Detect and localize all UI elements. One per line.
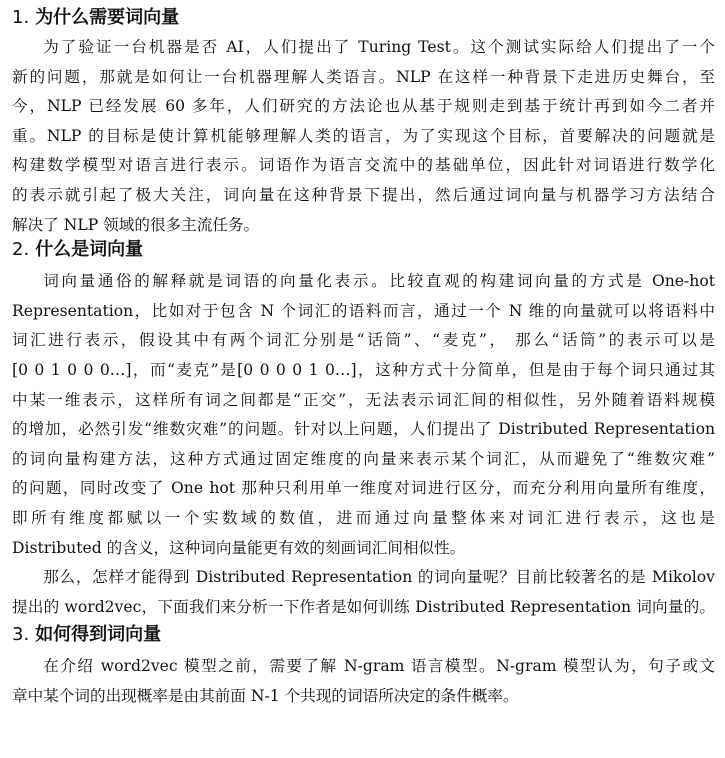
text-line: 即所有维度都赋以一个实数域的数值，进而通过向量整体来对词汇进行表示，这也是 bbox=[12, 508, 715, 527]
text-line: 在介绍 word2vec 模型之前，需要了解 N-gram 语言模型。N-gram 模型认为，句子或文 bbox=[43, 657, 715, 676]
section-3-number: 3. bbox=[12, 624, 30, 646]
text-line: 的问题，同时改变了 One hot 那种只利用单一维度对词进行区分，而充分利用向量所有维度， bbox=[12, 479, 715, 498]
text-line: 词汇进行表示，假设其中有两个词汇分别是“话筒”、“麦克”， 那么“话筒”的表示可以是 bbox=[12, 331, 715, 350]
text-line: 章中某个词的出现概率是由其前面 N-1 个共现的词语所决定的条件概率。 bbox=[12, 686, 519, 705]
text-line: 解决了 NLP 领域的很多主流任务。 bbox=[12, 215, 260, 234]
text-line: 重。NLP 的目标是使计算机能够理解人类的语言，为了实现这个目标，首要解决的问题就是 bbox=[12, 126, 715, 145]
section-2-paragraph-1 bbox=[12, 267, 715, 563]
text-line: 今，NLP 已经发展 60 多年，人们研究的方法论也从基于规则走到基于统计再到如今二者并 bbox=[12, 97, 715, 116]
text-line: 的表示就引起了极大关注，词向量在这种背景下提出，然后通过词向量与机器学习方法结合 bbox=[12, 185, 715, 204]
text-line: 那么，怎样才能得到 Distributed Representation 的词向量呢？目前比较著名的是 Mikolov bbox=[43, 568, 715, 587]
text-line: Distributed 的含义，这种词向量能更有效的刻画词汇间相似性。 bbox=[12, 538, 466, 557]
section-2-title: 什么是词向量 bbox=[35, 239, 144, 261]
text-line: 提出的 word2vec，下面我们来分析一下作者是如何训练 Distributed Representation 词向量的。 bbox=[12, 597, 715, 616]
section-1-number: 1. bbox=[12, 7, 30, 28]
text-line: 新的问题，那就是如何让一台机器理解人类语言。NLP 在这样一种背景下走进历史舞台，至 bbox=[12, 67, 715, 86]
text-line: [0 0 1 0 0 0…]，而“麦克”是[0 0 0 0 1 0…]，这种方式十分简单，但是由于每个词只通过其 bbox=[12, 360, 715, 379]
section-3-paragraph-1 bbox=[12, 652, 715, 711]
text-line: 的增加，必然引发“维数灾难”的问题。针对以上问题，人们提出了 Distributed Representation bbox=[12, 420, 715, 439]
section-3-heading bbox=[12, 623, 715, 647]
section-1-paragraph-1 bbox=[12, 33, 715, 240]
text-line: 构建数学模型对语言进行表示。词语作为语言交流中的基础单位，因此针对词语进行数学化 bbox=[12, 156, 715, 175]
text-line: 为了验证一台机器是否 AI，人们提出了 Turing Test。这个测试实际给人们提出了一个 bbox=[43, 38, 715, 56]
section-1-heading bbox=[12, 6, 715, 30]
section-2-paragraph-2 bbox=[12, 563, 715, 622]
section-2-number: 2. bbox=[12, 239, 30, 261]
text-line: Representation，比如对于包含 N 个词汇的语料而言，通过一个 N 维的向量就可以将语料中 bbox=[12, 301, 715, 320]
section-3-title: 如何得到词向量 bbox=[35, 624, 162, 646]
text-line: 词向量通俗的解释就是词语的向量化表示。比较直观的构建词向量的方式是 One-hot bbox=[43, 272, 715, 291]
section-2-heading bbox=[12, 238, 715, 262]
section-1-title: 为什么需要词向量 bbox=[35, 7, 180, 28]
text-line: 的词向量构建方法，这种方式通过固定维度的向量来表示某个词汇，从而避免了“维数灾难” bbox=[12, 449, 715, 468]
text-line: 中某一维表示，这样所有词之间都是“正交”，无法表示词汇间的相似性，另外随着语料规模 bbox=[12, 390, 715, 409]
